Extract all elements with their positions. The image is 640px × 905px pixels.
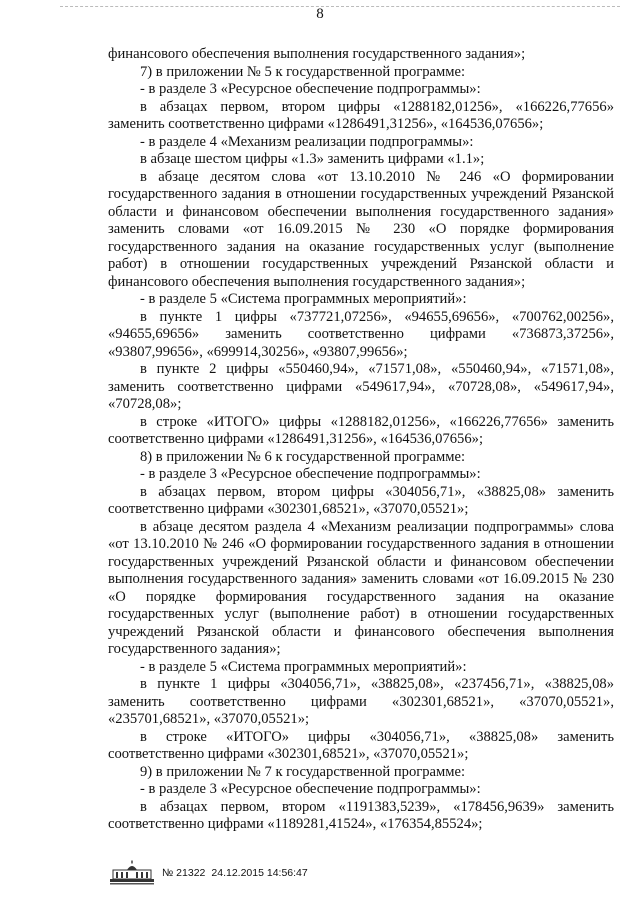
paragraph: в пункте 1 цифры «737721,07256», «94655,69656», «700762,00256», «94655,69656» заменить соответственно цифрами «736873,37256», «93807,99656», «699914,30256», «93807,99656»;: [108, 308, 614, 360]
page-number: 8: [316, 6, 324, 22]
paragraph: 9) в приложении № 7 к государственной программе:: [140, 763, 466, 780]
paragraph: в строке «ИТОГО» цифры «1288182,01256», «166226,77656» заменить соответственно цифрами «1286491,31256», «164536,07656»;: [108, 413, 614, 447]
paragraph: 7) в приложении № 5 к государственной программе:: [140, 63, 466, 80]
paragraph: в абзацах первом, втором «1191383,5239», «178456,9639» заменить соответственно цифрами «1189281,41524», «176354,85524»;: [108, 798, 614, 832]
government-building-stamp-icon: [108, 860, 156, 886]
paragraph: в абзаце десятом слова «от 13.10.2010 № 246 «О формировании государственного задания в отношении государственных учреждений Рязанской области и финансовом обеспечении выполнения государственного задания» заменить словами «от 16.09.2015 № 230 «О порядке формирования государственного задания на оказание государственных услуг (выполнение работ) в отношении государственных учреждений Рязанской области и финансового обеспечения выполнения государственного задания»;: [108, 168, 614, 290]
document-body: [108, 46, 614, 834]
paragraph: в абзаце десятом раздела 4 «Механизм реализации подпрограммы» слова «от 13.10.2010 № 246 «О формировании государственного задания в отношении государственных учреждений Рязанской области и финансовом обеспечении выполнения государственного задания» заменить словами «от 16.09.2015 № 230 «О порядке формирования государственного задания на оказание государственных услуг (выполнение работ) в отношении государственных учреждений Рязанской области и финансового обеспечения выполнения государственного задания»;: [108, 518, 614, 657]
paragraph: финансового обеспечения выполнения государственного задания»;: [108, 46, 526, 62]
footer: [108, 858, 308, 888]
paragraph: - в разделе 5 «Система программных мероприятий»:: [140, 658, 467, 675]
paragraph: в абзаце шестом цифры «1.3» заменить цифрами «1.1»;: [140, 151, 485, 167]
paragraph: 8) в приложении № 6 к государственной программе:: [140, 448, 466, 465]
document-number: № 21322: [162, 867, 206, 879]
paragraph: - в разделе 3 «Ресурсное обеспечение подпрограммы»:: [140, 81, 481, 97]
paragraph: в пункте 2 цифры «550460,94», «71571,08», «550460,94», «71571,08», заменить соответственно цифрами «549617,94», «70728,08», «549617,94», «70728,08»;: [108, 361, 614, 412]
paragraph: в пункте 1 цифры «304056,71», «38825,08», «237456,71», «38825,08» заменить соответственно цифрами «302301,68521», «37070,05521», «235701,68521», «37070,05521»;: [108, 676, 614, 727]
paragraph: в строке «ИТОГО» цифры «304056,71», «38825,08» заменить соответственно цифрами «302301,68521», «37070,05521»;: [108, 728, 614, 762]
paragraph: в абзацах первом, втором цифры «304056,71», «38825,08» заменить соответственно цифрами «302301,68521», «37070,05521»;: [108, 483, 614, 517]
paragraph: - в разделе 3 «Ресурсное обеспечение подпрограммы»:: [140, 466, 481, 482]
paragraph: - в разделе 3 «Ресурсное обеспечение подпрограммы»:: [140, 781, 481, 797]
document-timestamp: 24.12.2015 14:56:47: [211, 867, 308, 879]
paragraph: в абзацах первом, втором цифры «1288182,01256», «166226,77656» заменить соответственно цифрами «1286491,31256», «164536,07656»;: [108, 98, 614, 132]
paragraph: - в разделе 4 «Механизм реализации подпрограммы»:: [140, 133, 474, 150]
paragraph: - в разделе 5 «Система программных мероприятий»:: [140, 291, 467, 307]
